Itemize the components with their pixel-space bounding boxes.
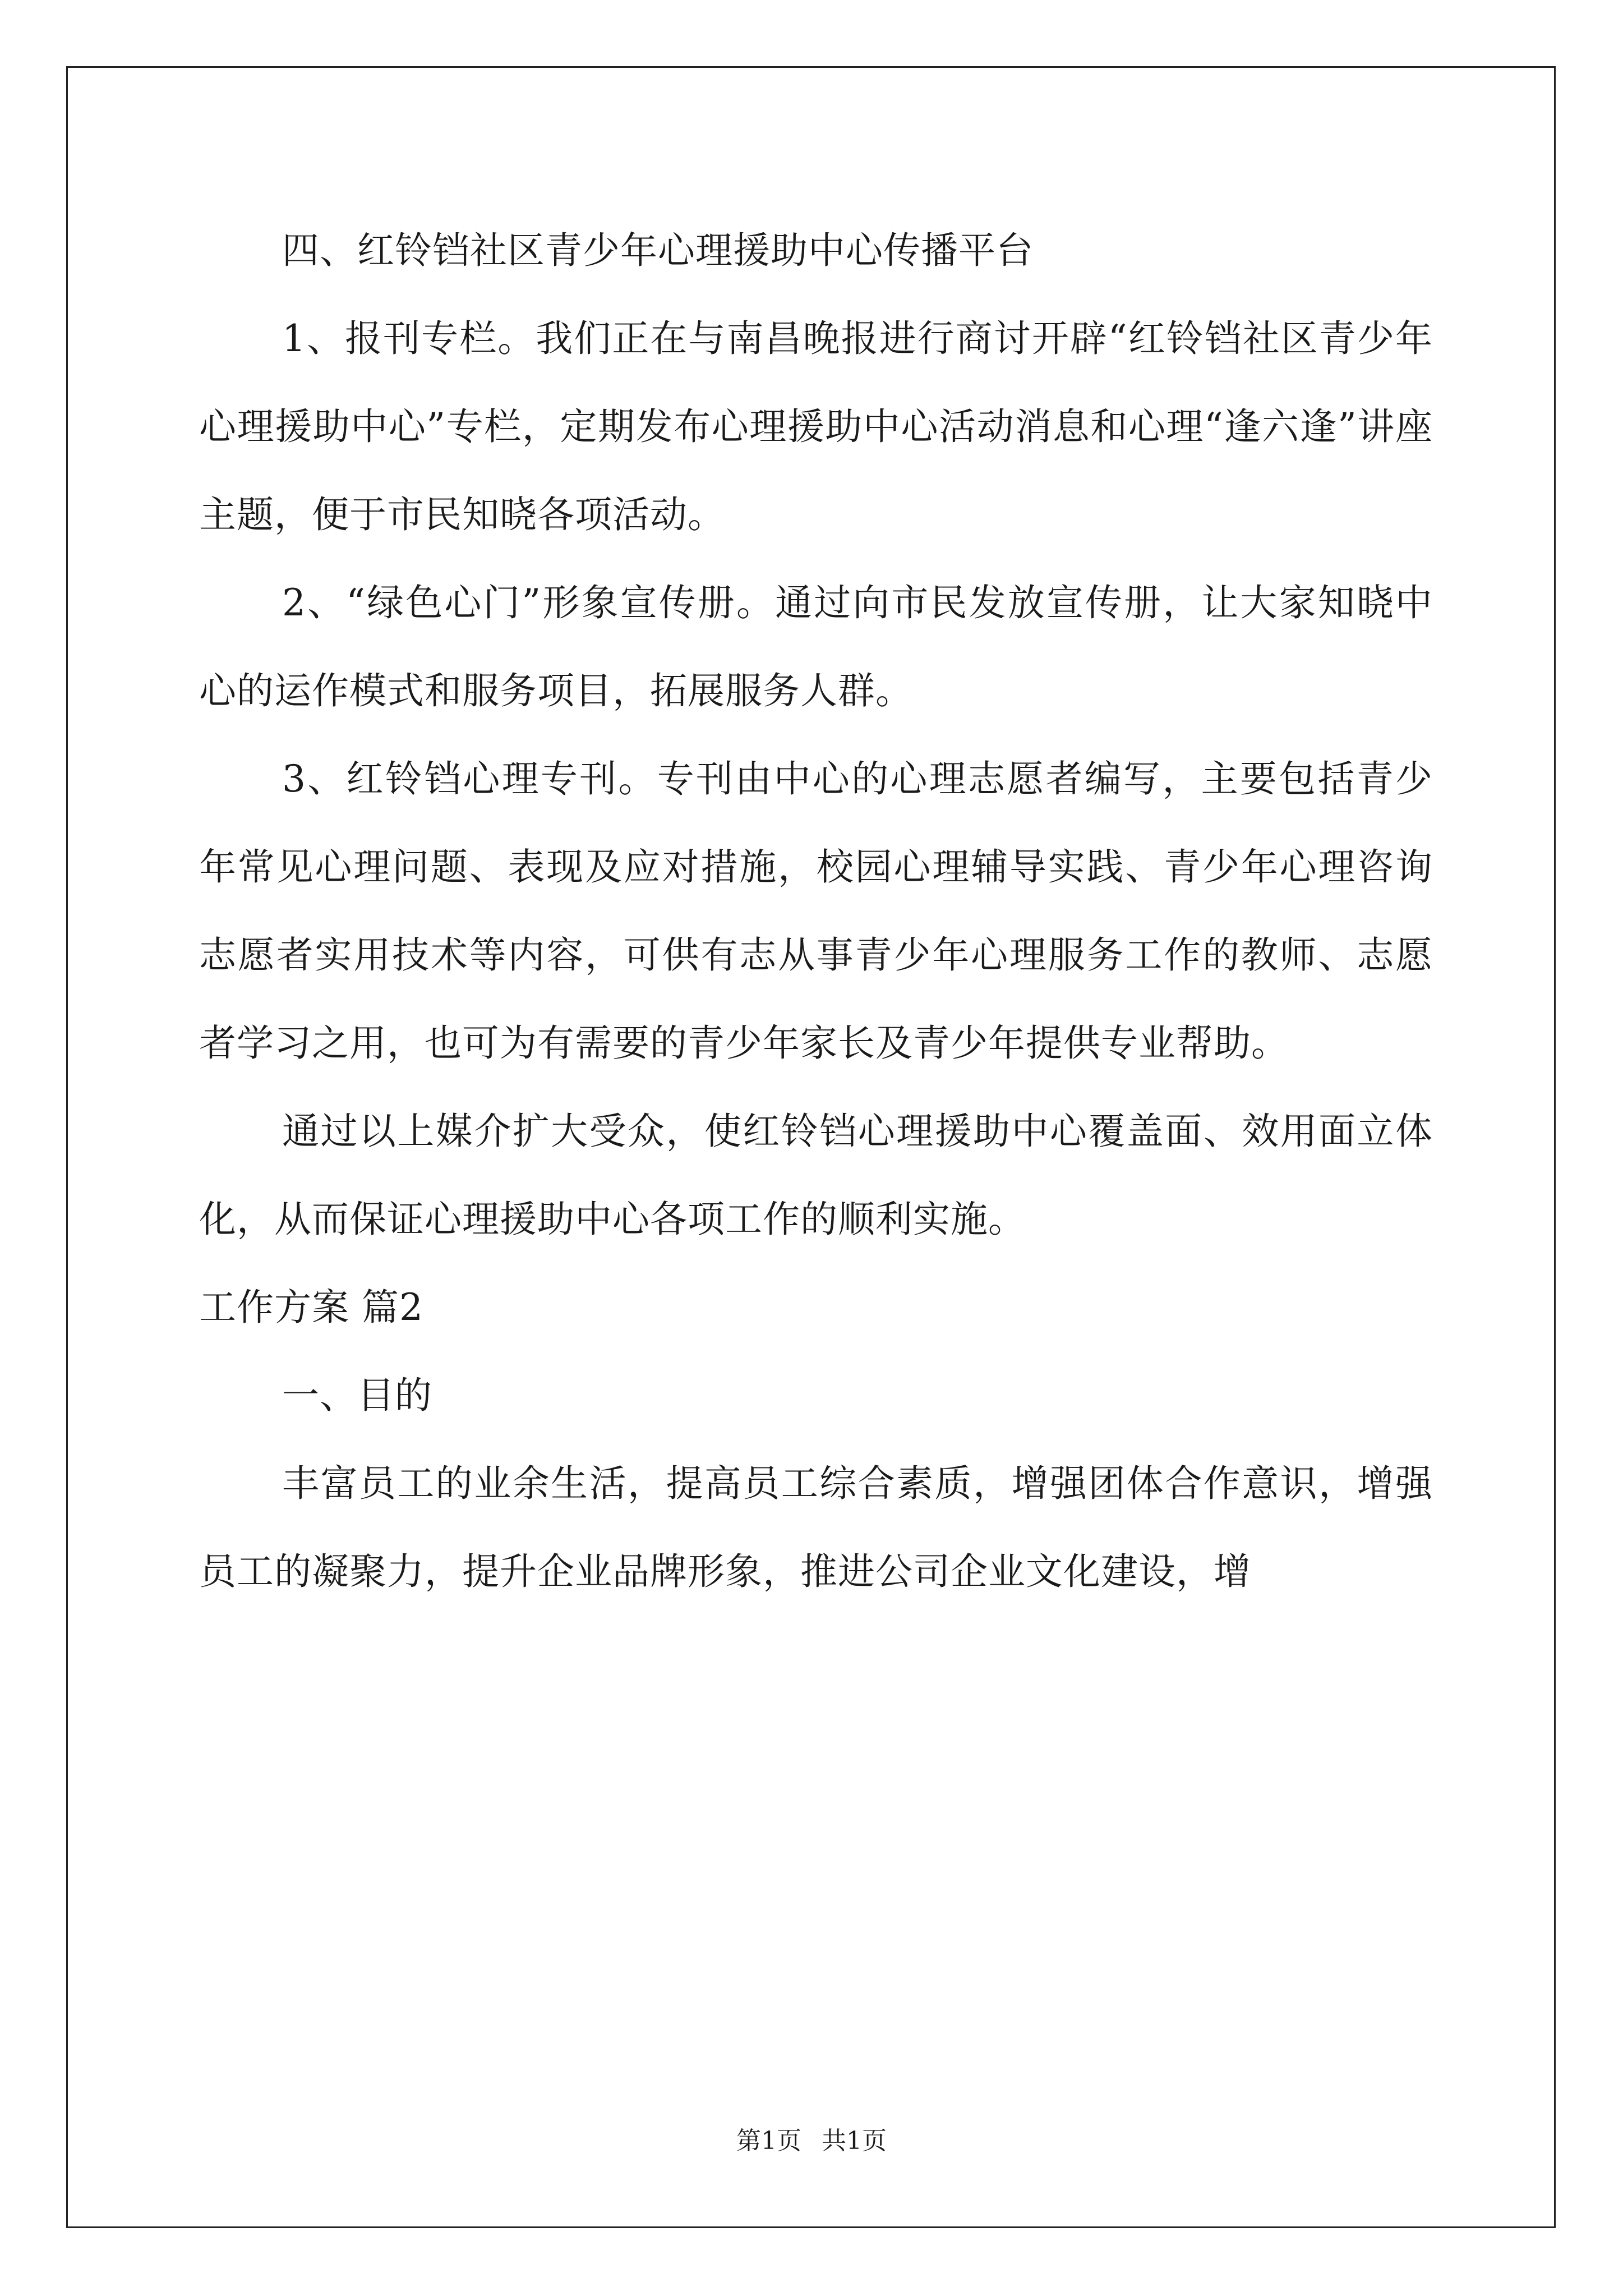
document-body — [199, 206, 1433, 1616]
plan-title: 工作方案 篇2 — [199, 1286, 423, 1329]
section-heading: 四、红铃铛社区青少年心理援助中心传播平台 — [282, 229, 1034, 272]
paragraph-newspaper-column: 1、报刊专栏。我们正在与南昌晚报进行商讨开辟“红铃铛社区青少年心理援助中心”专栏，定期发布心理援助中心活动消息和心理“逢六逢”讲座主题，便于市民知晓各项活动。 — [199, 317, 1433, 536]
page-footer — [0, 2120, 1623, 2156]
page-total: 共1页 — [822, 2127, 887, 2155]
paragraph-purpose: 丰富员工的业余生活，提高员工综合素质，增强团体合作意识，增强员工的凝聚力，提升企业品牌形象，推进公司企业文化建设，增 — [199, 1462, 1433, 1593]
subsection-heading: 一、目的 — [282, 1374, 432, 1417]
paragraph-summary: 通过以上媒介扩大受众，使红铃铛心理援助中心覆盖面、效用面立体化，从而保证心理援助中心各项工作的顺利实施。 — [199, 1110, 1433, 1241]
page-number: 第1页 — [736, 2127, 801, 2155]
paragraph-special-issue: 3、红铃铛心理专刊。专刊由中心的心理志愿者编写，主要包括青少年常见心理问题、表现及应对措施，校园心理辅导实践、青少年心理咨询志愿者实用技术等内容，可供有志从事青少年心理服务工作的教师、志愿者学习之用，也可为有需要的青少年家长及青少年提供专业帮助。 — [199, 757, 1433, 1065]
paragraph-brochure: 2、“绿色心门”形象宣传册。通过向市民发放宣传册，让大家知晓中心的运作模式和服务项目，拓展服务人群。 — [199, 581, 1433, 712]
